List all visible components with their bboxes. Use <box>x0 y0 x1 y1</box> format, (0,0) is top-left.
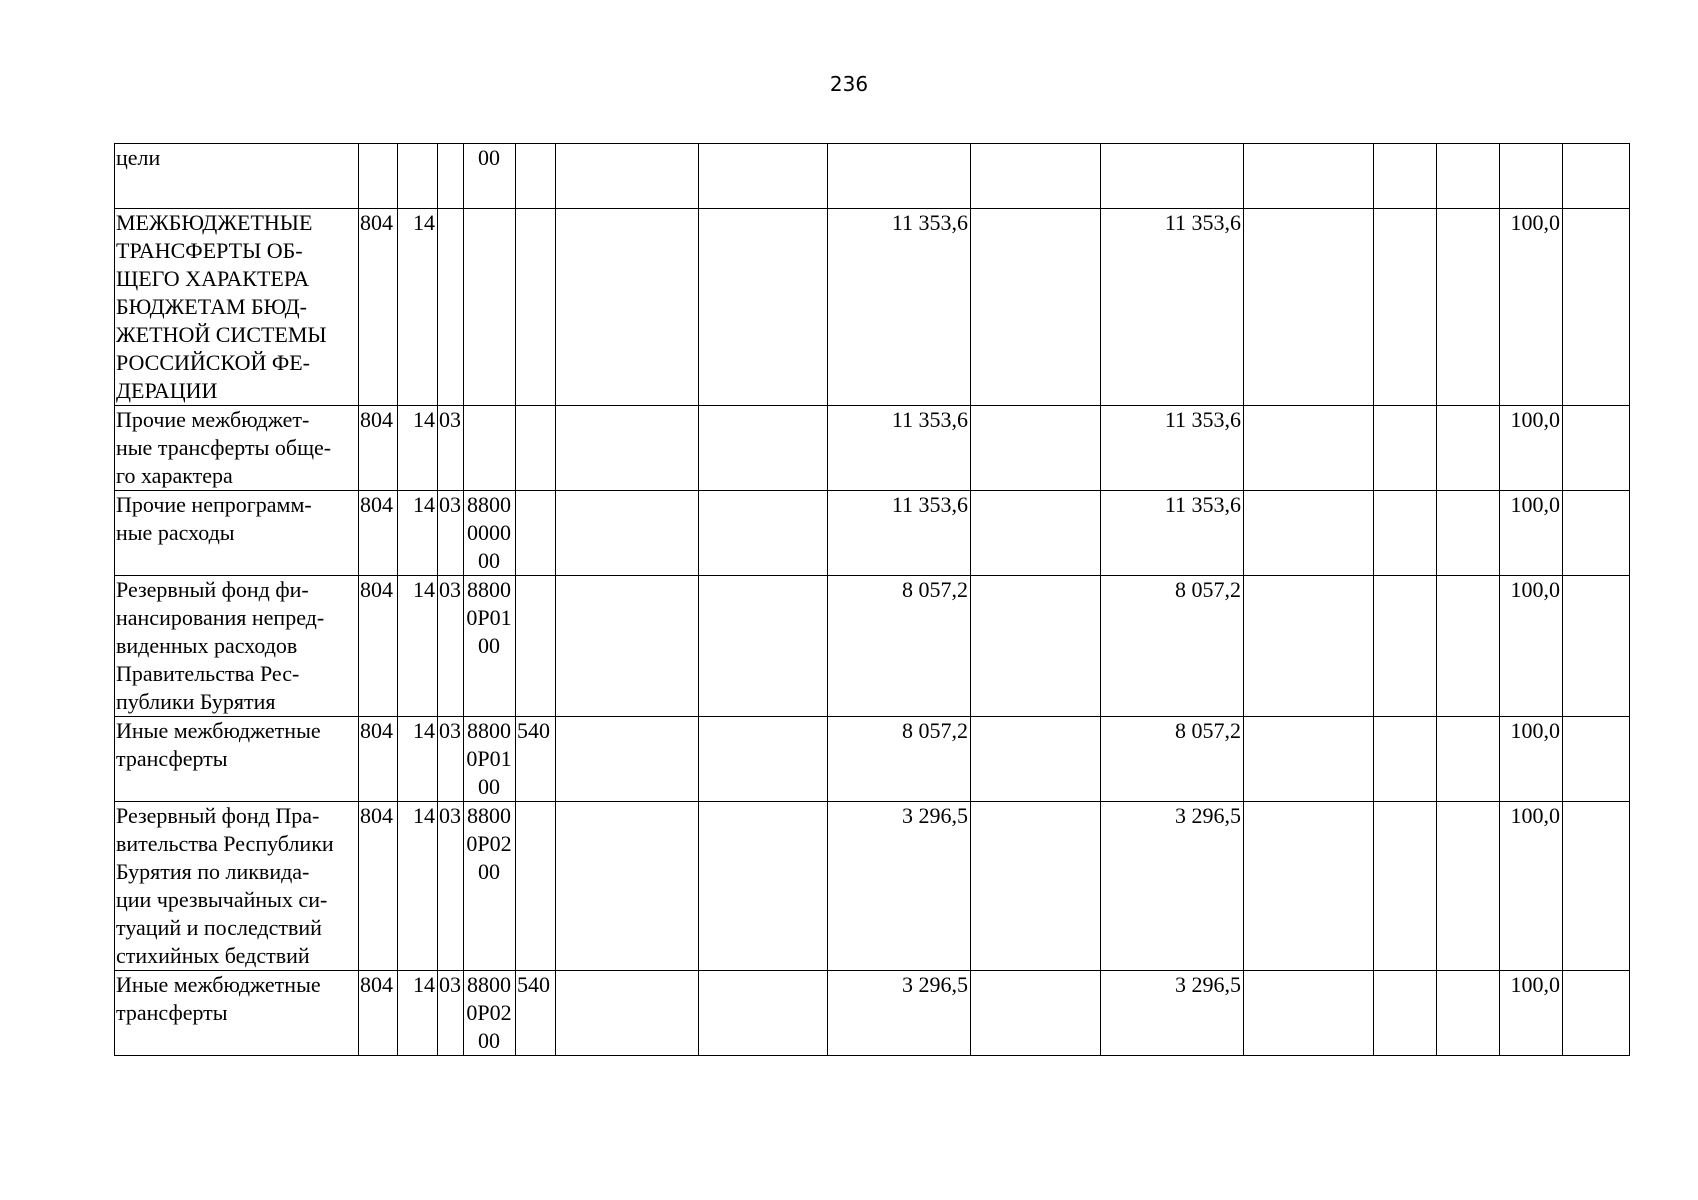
empty-cell <box>1374 491 1437 576</box>
row-ved: 804 <box>359 717 398 802</box>
empty-cell <box>1244 144 1374 209</box>
empty-cell <box>1244 802 1374 971</box>
empty-cell <box>556 802 699 971</box>
empty-cell <box>556 717 699 802</box>
empty-cell <box>1244 576 1374 717</box>
row-amount-1: 11 353,6 <box>828 406 971 491</box>
empty-cell <box>971 209 1101 406</box>
empty-cell <box>699 802 828 971</box>
table-row <box>115 209 1630 406</box>
empty-cell <box>971 802 1101 971</box>
row-vr <box>516 576 556 717</box>
row-csr: 8800 0Р02 00 <box>464 802 516 971</box>
row-pr <box>438 209 464 406</box>
empty-cell <box>1563 576 1630 717</box>
row-rz: 14 <box>398 971 438 1056</box>
empty-cell <box>556 971 699 1056</box>
row-csr: 8800 0Р01 00 <box>464 717 516 802</box>
row-name: Прочие межбюджет- ные трансферты обще- го характера <box>115 406 359 491</box>
row-csr: 8800 0Р02 00 <box>464 971 516 1056</box>
row-vr: 540 <box>516 971 556 1056</box>
row-ved: 804 <box>359 491 398 576</box>
row-vr <box>516 209 556 406</box>
row-percent: 100,0 <box>1500 717 1563 802</box>
table-row <box>115 971 1630 1056</box>
row-rz: 14 <box>398 491 438 576</box>
row-amount-2: 11 353,6 <box>1101 491 1244 576</box>
row-pr <box>438 144 464 209</box>
empty-cell <box>1374 717 1437 802</box>
empty-cell <box>1563 144 1630 209</box>
row-percent: 100,0 <box>1500 406 1563 491</box>
empty-cell <box>1437 971 1500 1056</box>
empty-cell <box>556 144 699 209</box>
empty-cell <box>1437 144 1500 209</box>
empty-cell <box>556 209 699 406</box>
row-csr <box>464 209 516 406</box>
empty-cell <box>1244 209 1374 406</box>
row-ved: 804 <box>359 576 398 717</box>
row-amount-2: 11 353,6 <box>1101 209 1244 406</box>
row-name: цели <box>115 144 359 209</box>
row-pr: 03 <box>438 971 464 1056</box>
empty-cell <box>971 491 1101 576</box>
row-rz: 14 <box>398 406 438 491</box>
empty-cell <box>699 209 828 406</box>
empty-cell <box>1244 406 1374 491</box>
row-pr: 03 <box>438 406 464 491</box>
empty-cell <box>556 576 699 717</box>
row-pr: 03 <box>438 576 464 717</box>
row-csr: 00 <box>464 144 516 209</box>
empty-cell <box>699 971 828 1056</box>
row-name: Резервный фонд фи- нансирования непред- виденных расходов Правительства Рес- публики Бурятия <box>115 576 359 717</box>
row-amount-2: 11 353,6 <box>1101 406 1244 491</box>
empty-cell <box>699 144 828 209</box>
row-rz: 14 <box>398 209 438 406</box>
empty-cell <box>1374 209 1437 406</box>
row-name: Резервный фонд Пра- вительства Республики Бурятия по ликвида- ции чрезвычайных си- туаций и последствий стихийных бедствий <box>115 802 359 971</box>
row-amount-1: 3 296,5 <box>828 802 971 971</box>
budget-table <box>114 143 1630 1056</box>
row-percent: 100,0 <box>1500 209 1563 406</box>
row-amount-2: 8 057,2 <box>1101 717 1244 802</box>
empty-cell <box>1244 971 1374 1056</box>
row-vr <box>516 144 556 209</box>
empty-cell <box>971 406 1101 491</box>
row-percent: 100,0 <box>1500 802 1563 971</box>
empty-cell <box>971 144 1101 209</box>
table-row <box>115 406 1630 491</box>
row-rz <box>398 144 438 209</box>
row-amount-1 <box>828 144 971 209</box>
empty-cell <box>1437 406 1500 491</box>
empty-cell <box>1563 717 1630 802</box>
empty-cell <box>1437 717 1500 802</box>
empty-cell <box>699 717 828 802</box>
row-rz: 14 <box>398 802 438 971</box>
row-ved: 804 <box>359 209 398 406</box>
row-amount-2: 3 296,5 <box>1101 971 1244 1056</box>
row-amount-2: 8 057,2 <box>1101 576 1244 717</box>
row-csr <box>464 406 516 491</box>
row-amount-2: 3 296,5 <box>1101 802 1244 971</box>
empty-cell <box>971 971 1101 1056</box>
row-pr: 03 <box>438 717 464 802</box>
row-amount-1: 8 057,2 <box>828 717 971 802</box>
empty-cell <box>556 491 699 576</box>
page-number: 236 <box>829 72 869 96</box>
empty-cell <box>1437 491 1500 576</box>
row-amount-2 <box>1101 144 1244 209</box>
empty-cell <box>1374 971 1437 1056</box>
row-percent: 100,0 <box>1500 971 1563 1056</box>
empty-cell <box>699 491 828 576</box>
row-name: Иные межбюджетные трансферты <box>115 971 359 1056</box>
row-ved: 804 <box>359 802 398 971</box>
row-pr: 03 <box>438 802 464 971</box>
row-name: Прочие непрограмм- ные расходы <box>115 491 359 576</box>
empty-cell <box>699 406 828 491</box>
row-ved: 804 <box>359 406 398 491</box>
row-percent <box>1500 144 1563 209</box>
table-row <box>115 144 1630 209</box>
row-csr: 8800 0000 00 <box>464 491 516 576</box>
empty-cell <box>1244 717 1374 802</box>
empty-cell <box>1437 209 1500 406</box>
empty-cell <box>1374 144 1437 209</box>
empty-cell <box>1563 802 1630 971</box>
empty-cell <box>1374 576 1437 717</box>
empty-cell <box>1563 971 1630 1056</box>
empty-cell <box>1563 209 1630 406</box>
empty-cell <box>556 406 699 491</box>
row-pr: 03 <box>438 491 464 576</box>
row-rz: 14 <box>398 717 438 802</box>
row-vr <box>516 406 556 491</box>
row-name: Иные межбюджетные трансферты <box>115 717 359 802</box>
row-amount-1: 11 353,6 <box>828 491 971 576</box>
empty-cell <box>1437 576 1500 717</box>
empty-cell <box>1563 491 1630 576</box>
row-amount-1: 8 057,2 <box>828 576 971 717</box>
table-row <box>115 576 1630 717</box>
row-percent: 100,0 <box>1500 491 1563 576</box>
row-rz: 14 <box>398 576 438 717</box>
row-ved <box>359 144 398 209</box>
row-vr <box>516 802 556 971</box>
row-vr: 540 <box>516 717 556 802</box>
empty-cell <box>699 576 828 717</box>
empty-cell <box>1374 802 1437 971</box>
empty-cell <box>971 576 1101 717</box>
table-row <box>115 717 1630 802</box>
empty-cell <box>1374 406 1437 491</box>
row-ved: 804 <box>359 971 398 1056</box>
row-csr: 8800 0Р01 00 <box>464 576 516 717</box>
row-amount-1: 3 296,5 <box>828 971 971 1056</box>
row-amount-1: 11 353,6 <box>828 209 971 406</box>
row-percent: 100,0 <box>1500 576 1563 717</box>
table-row <box>115 802 1630 971</box>
row-name: МЕЖБЮДЖЕТНЫЕ ТРАНСФЕРТЫ ОБ- ЩЕГО ХАРАКТЕРА БЮДЖЕТАМ БЮД- ЖЕТНОЙ СИСТЕМЫ РОССИЙСКОЙ ФЕ- ДЕРАЦИИ <box>115 209 359 406</box>
empty-cell <box>971 717 1101 802</box>
empty-cell <box>1563 406 1630 491</box>
table-row <box>115 491 1630 576</box>
empty-cell <box>1437 802 1500 971</box>
empty-cell <box>1244 491 1374 576</box>
row-vr <box>516 491 556 576</box>
